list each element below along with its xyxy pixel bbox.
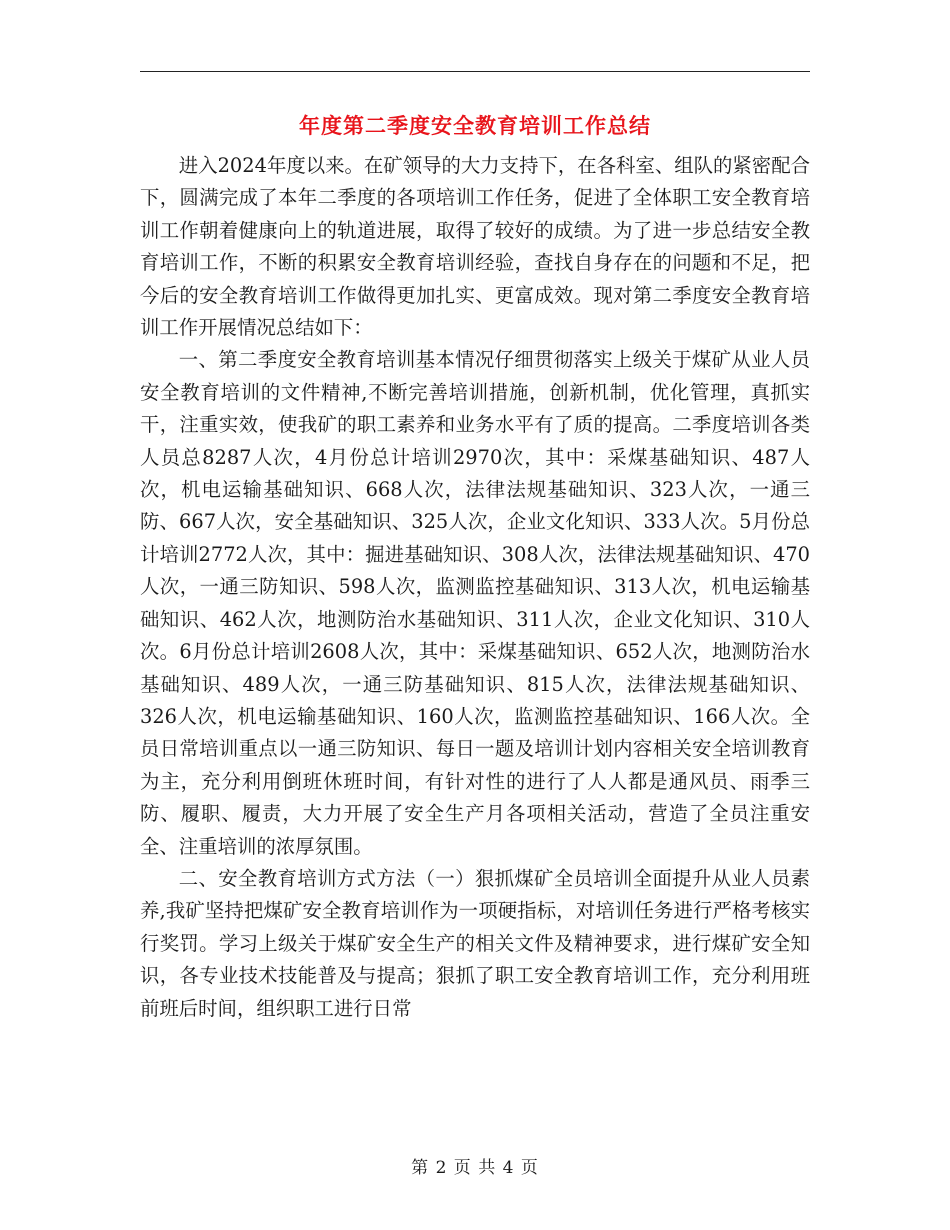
paragraph-section-2: 二、安全教育培训方式方法（一）狠抓煤矿全员培训全面提升从业人员素养,我矿坚持把煤矿安全教育培训作为一项硬指标，对培训任务进行严格考核实行奖罚。学习上级关于煤矿安全生产的相关文件及精神要求，进行煤矿安全知识，各专业技术技能普及与提高；狠抓了职工安全教育培训工作，充分利用班前班后时间，组织职工进行日常 [140,866,810,1020]
document-page [140,0,810,1230]
document-title: 年度第二季度安全教育培训工作总结 [299,113,651,138]
paragraph-section-1: 一、第二季度安全教育培训基本情况仔细贯彻落实上级关于煤矿从业人员安全教育培训的文件精神,不断完善培训措施，创新机制，优化管理，真抓实干，注重实效，使我矿的职工素养和业务水平有了质的提高。二季度培训各类人员总8287人次，4月份总计培训2970次，其中：采煤基础知识、487人次，机电运输基础知识、668人次，法律法规基础知识、323人次，一通三防、667人次，安全基础知识、325人次，企业文化知识、333人次。5月份总计培训2772人次，其中：掘进基础知识、308人次，法律法规基础知识、470人次，一通三防知识、598人次，监测监控基础知识、313人次，机电运输基础知识、462人次，地测防治水基础知识、311人次，企业文化知识、310人次。6月份总计培训2608人次，其中：采煤基础知识、652人次，地测防治水基础知识、489人次，一通三防基础知识、815人次，法律法规基础知识、326人次，机电运输基础知识、160人次，监测监控基础知识、166人次。全员日常培训重点以一通三防知识、每日一题及培训计划内容相关安全培训教育为主，充分利用倒班休班时间，有针对性的进行了人人都是通风员、雨季三防、履职、履责，大力开展了安全生产月各项相关活动，营造了全员注重安全、注重培训的浓厚氛围。 [140,348,810,858]
paragraph-intro: 进入2024年度以来。在矿领导的大力支持下，在各科室、组队的紧密配合下，圆满完成了本年二季度的各项培训工作任务，促进了全体职工安全教育培训工作朝着健康向上的轨道进展，取得了较好的成绩。为了进一步总结安全教育培训工作，不断的积累安全教育培训经验，查找自身存在的问题和不足，把今后的安全教育培训工作做得更加扎实、更富成效。现对第二季度安全教育培训工作开展情况总结如下： [140,154,810,340]
document-body [140,150,810,1025]
header-rule [140,71,810,72]
page-footer: 第 2 页 共 4 页 [411,1158,539,1178]
